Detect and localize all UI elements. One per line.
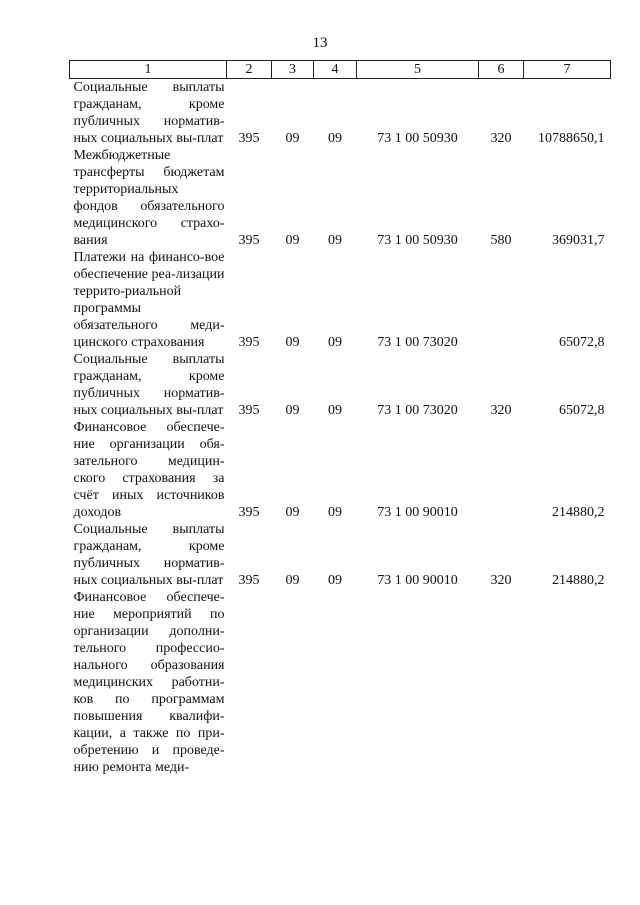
- amount: 65072,8: [559, 335, 605, 350]
- amount: 65072,8: [559, 403, 605, 418]
- amount: 369031,7: [552, 233, 605, 248]
- target-article-code: [357, 589, 479, 776]
- amount: [524, 589, 611, 776]
- row-description: Социальные выплаты гражданам, кроме публичных норматив-ных социальных вы-плат: [73, 352, 225, 418]
- admin-code: 395: [238, 573, 260, 588]
- row-description: Социальные выплаты гражданам, кроме публичных норматив-ных социальных вы-плат: [73, 80, 225, 146]
- subsection-code: 09: [328, 335, 342, 350]
- expense-type-code: 580: [490, 233, 512, 248]
- column-header: 3: [272, 61, 314, 79]
- target-article-code: 73 1 00 50930: [377, 131, 458, 146]
- admin-code: 395: [238, 403, 260, 418]
- subsection-code: 09: [328, 131, 342, 146]
- subsection-code: [314, 589, 357, 776]
- section-code: [272, 589, 314, 776]
- row-description: Финансовое обеспече-ние организации обя-зательного медицин-ского страхования за счёт иных источников доходов: [73, 420, 225, 520]
- row-description: Финансовое обеспече-ние мероприятий по организации дополни-тельного профессио-нального образования медицинских работни-ков по программам повышения квалифи-кации, а также по при-обретению и проведе-нию ремонта меди-: [73, 590, 225, 775]
- target-article-code: 73 1 00 73020: [377, 403, 458, 418]
- subsection-code: 09: [328, 403, 342, 418]
- admin-code: 395: [238, 233, 260, 248]
- section-code: 09: [285, 233, 300, 248]
- table-row: [70, 351, 611, 419]
- admin-code: 395: [238, 131, 260, 146]
- table-row: [70, 419, 611, 521]
- expense-type-code: 320: [490, 573, 512, 588]
- target-article-code: 73 1 00 50930: [377, 233, 458, 248]
- page-number: 13: [312, 35, 328, 51]
- row-description: Платежи на финансо-вое обеспечение реа-лизации террито-риальной программы обязательного меди-цинского страхования: [73, 250, 225, 350]
- table-header: [70, 61, 611, 79]
- target-article-code: 73 1 00 90010: [377, 505, 458, 520]
- expense-type-code: 320: [490, 131, 512, 146]
- row-description: Социальные выплаты гражданам, кроме публичных норматив-ных социальных вы-плат: [73, 522, 225, 588]
- row-description: Межбюджетные трансферты бюджетам территориальных фондов обязательного медицинского страхо-вания: [73, 148, 225, 248]
- subsection-code: 09: [328, 505, 342, 520]
- column-header: 1: [70, 61, 227, 79]
- section-code: 09: [285, 573, 300, 588]
- admin-code: [227, 589, 272, 776]
- column-header: 4: [314, 61, 357, 79]
- target-article-code: 73 1 00 73020: [377, 335, 458, 350]
- expense-type-code: [479, 249, 524, 351]
- admin-code: 395: [238, 505, 260, 520]
- table-row: [70, 249, 611, 351]
- header-row: [70, 61, 611, 79]
- section-code: 09: [285, 131, 300, 146]
- section-code: 09: [285, 335, 300, 350]
- amount: 214880,2: [552, 573, 605, 588]
- table-row: [70, 589, 611, 776]
- admin-code: 395: [238, 335, 260, 350]
- table-body: [70, 79, 611, 777]
- column-header: 6: [479, 61, 524, 79]
- expense-type-code: [479, 589, 524, 776]
- subsection-code: 09: [328, 233, 342, 248]
- table-row: [70, 147, 611, 249]
- column-header: 2: [227, 61, 272, 79]
- target-article-code: 73 1 00 90010: [377, 573, 458, 588]
- amount: 214880,2: [552, 505, 605, 520]
- column-header: 5: [357, 61, 479, 79]
- expense-type-code: [479, 419, 524, 521]
- table-row: [70, 79, 611, 148]
- table-row: [70, 521, 611, 589]
- subsection-code: 09: [328, 573, 342, 588]
- section-code: 09: [285, 403, 300, 418]
- column-header: 7: [524, 61, 611, 79]
- expense-type-code: 320: [490, 403, 512, 418]
- amount: 10788650,1: [538, 131, 605, 146]
- section-code: 09: [285, 505, 300, 520]
- budget-table: [69, 60, 611, 776]
